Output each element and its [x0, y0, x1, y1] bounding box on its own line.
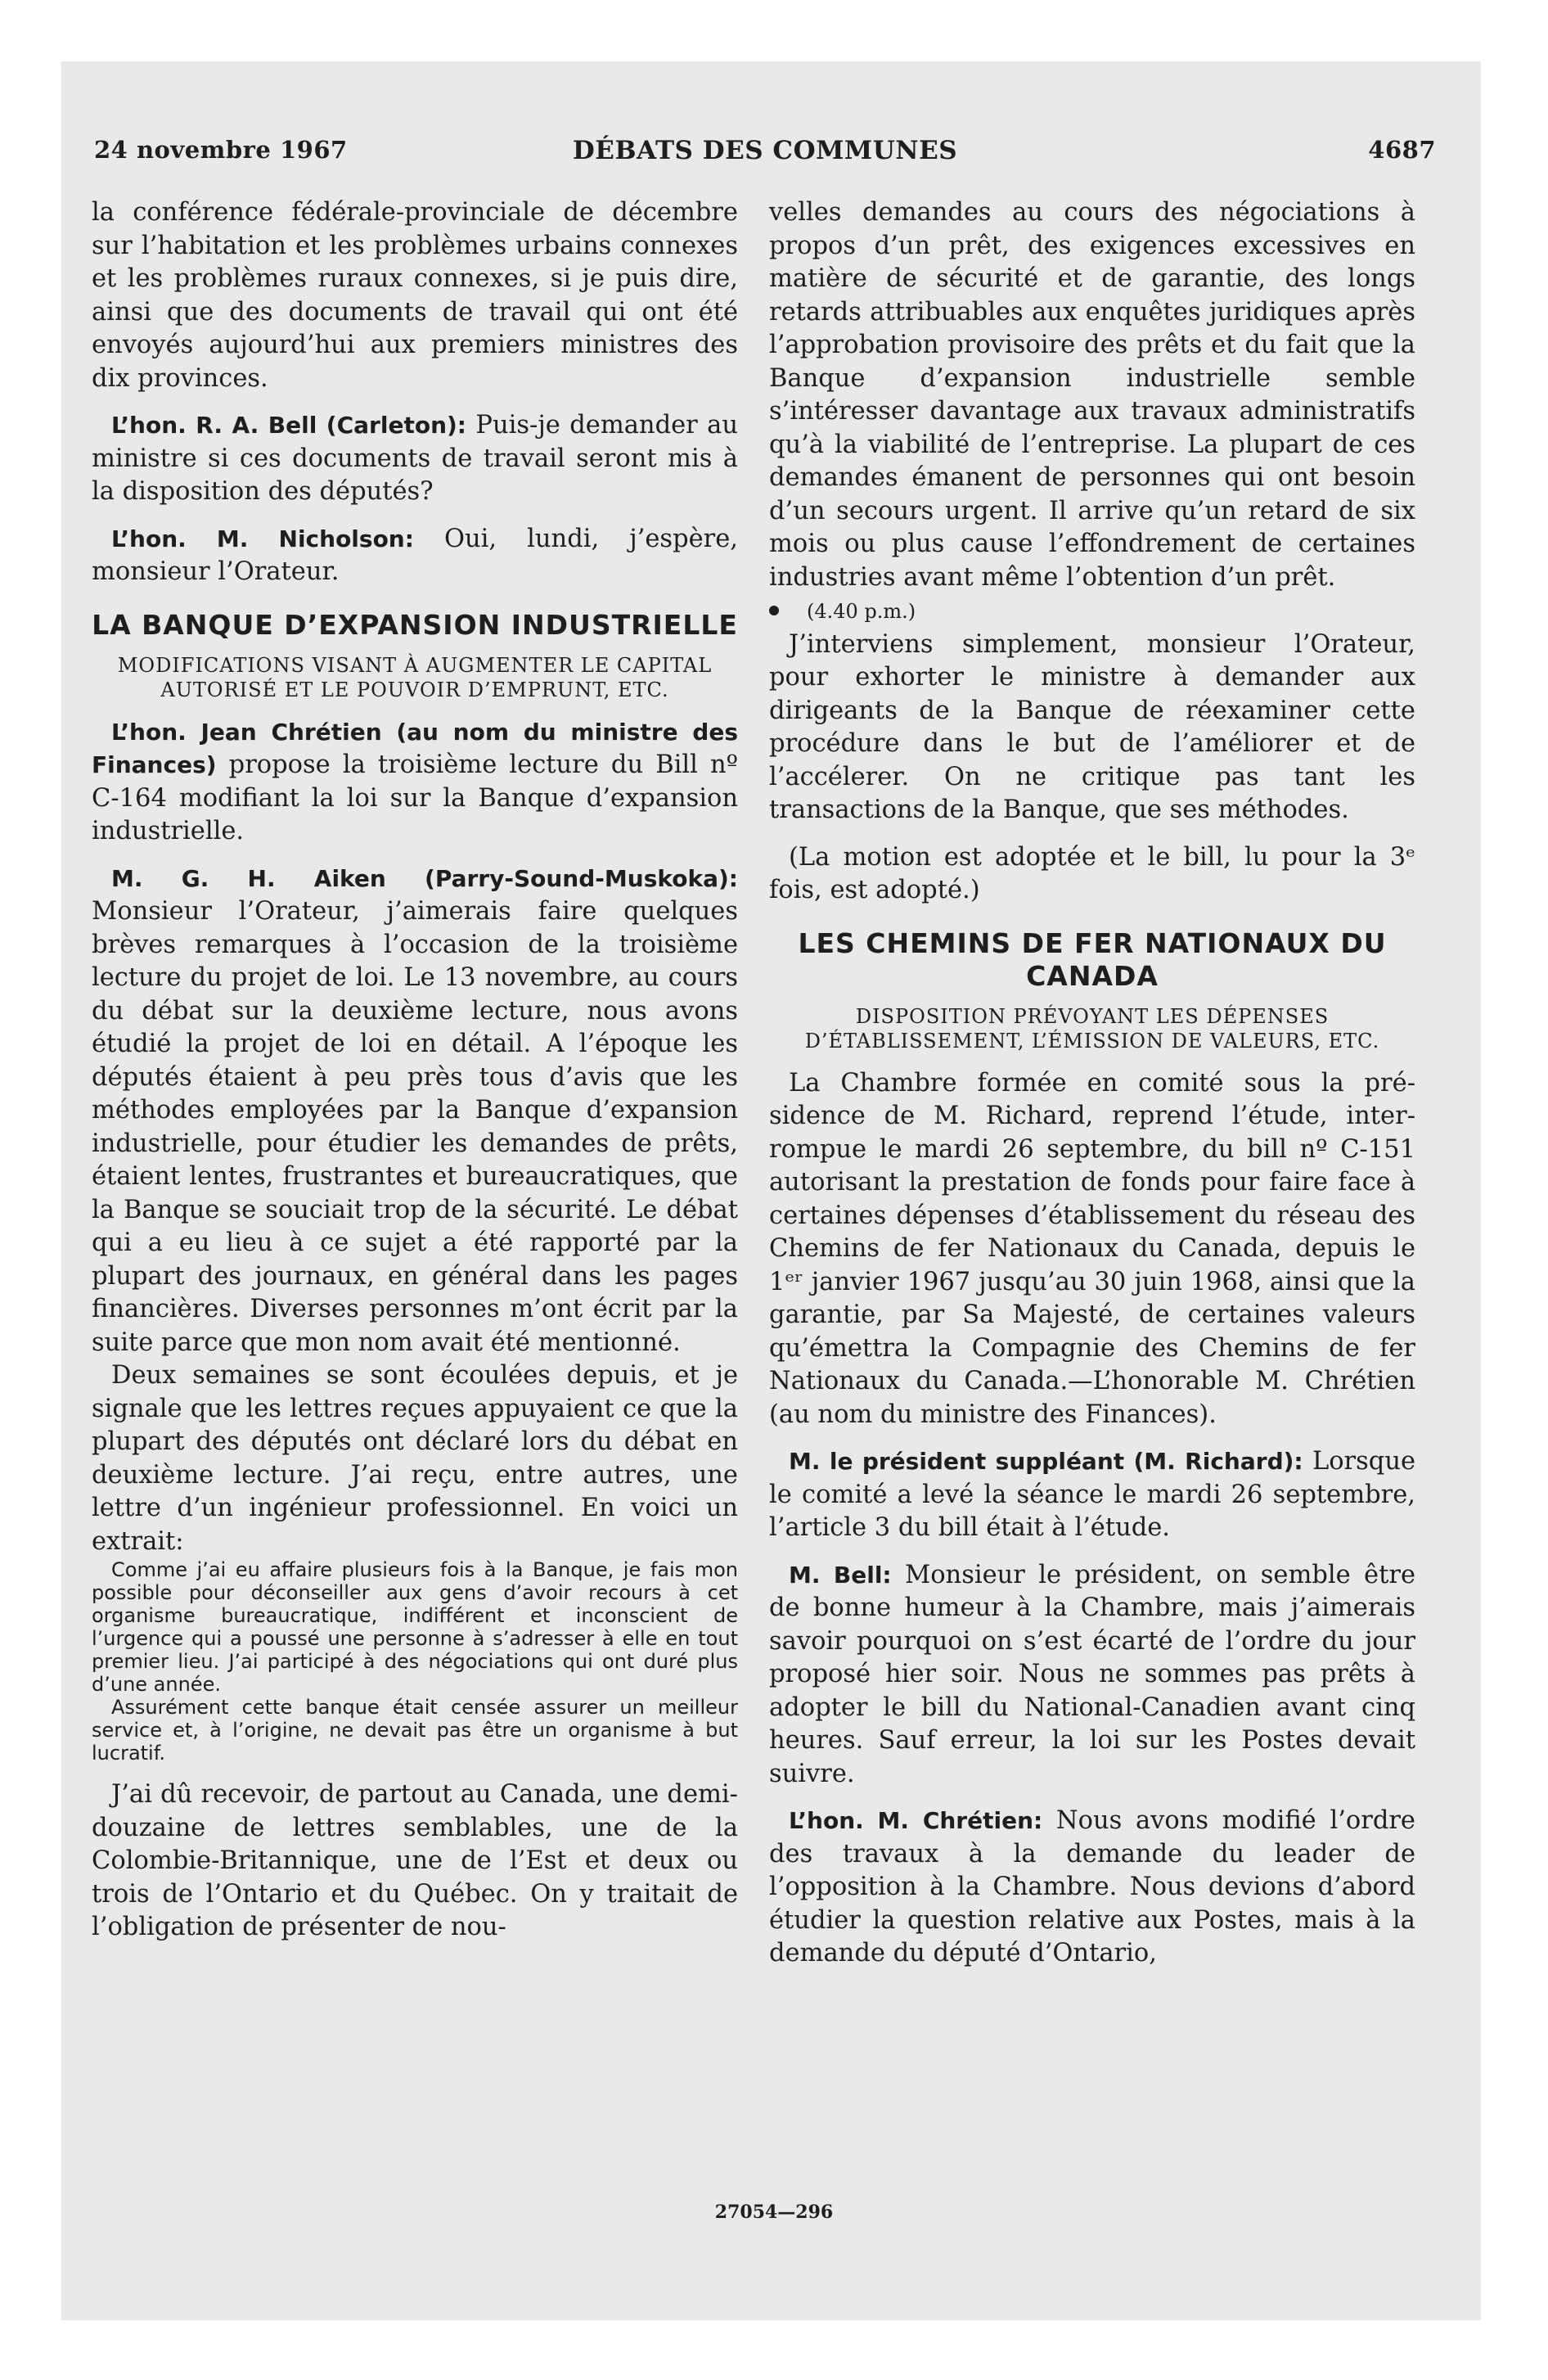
section-subtitle: MODIFICATIONS VISANT À AUGMENTER LE CAPITAL AUTORISÉ ET LE POUVOIR D’EMPRUNT, ETC. — [117, 653, 713, 701]
speech-text: Monsieur le président, on semble être de bonne humeur à la Chambre, mais j’aimerais savoir pourquoi on s’est écarté de l’ordre du jour proposé hier soir. Nous ne sommes pas prêts à adopter le bill du National-Canadien avant cinq heures. Sauf erreur, la loi sur les Postes devait suivre. — [769, 1560, 1415, 1788]
block-quote — [92, 1558, 738, 1765]
paragraph: J’interviens simplement, monsieur l’Orateur, pour exhorter le ministre à demander aux dirigeants de la Banque de réexaminer cette procédure dans le but de l’améliorer et de l’accélerer. On ne critique pas tant les transactions de la Banque, que ses méthodes. — [769, 629, 1415, 824]
page-header — [94, 136, 1436, 172]
time-marker — [769, 594, 1415, 629]
paragraph — [769, 1805, 1415, 1971]
paragraph — [92, 523, 738, 589]
paragraph — [92, 863, 738, 1360]
right-column — [769, 196, 1415, 1971]
paragraph: la conférence fédérale-provinciale de décembre sur l’habitation et les problèmes urbains connexes et les problèmes ruraux connexes, si je puis dire, ainsi que des documents de travail qui ont été envoyés aujourd’hui aux premiers ministres des dix provinces. — [92, 198, 738, 393]
speaker-name: M. le président suppléant (M. Richard): — [789, 1448, 1303, 1475]
header-date: 24 novembre 1967 — [94, 136, 348, 164]
left-column — [92, 196, 738, 1945]
speaker-name: L’hon. M. Chrétien: — [789, 1807, 1043, 1834]
paragraph — [769, 1559, 1415, 1792]
footer-code: 27054—296 — [714, 2202, 834, 2223]
bullet-icon — [769, 606, 779, 615]
paragraph: J’ai dû recevoir, de partout au Canada, une demi-douzaine de lettres semblables, une de la Colombie-Britannique, une de l’Est et deux ou trois de l’Ontario et du Québec. On y traitait de l’obligation de présenter de nou- — [92, 1780, 738, 1941]
speech-text: propose la troisième lecture du Bill nº C-164 modifiant la loi sur la Banque d’expansion industrielle. — [92, 751, 738, 845]
header-title: DÉBATS DES COMMUNES — [572, 136, 958, 165]
speaker-name: L’hon. R. A. Bell (Carleton): — [111, 412, 466, 439]
paragraph: Deux semaines se sont écoulées depuis, et je signale que les lettres reçues appuyaient ce que la plupart des députés ont déclaré lors du débat en deuxième lecture. J’ai reçu, entre autres, une lettre d’un ingénieur professionnel. En voici un extrait: — [92, 1361, 738, 1556]
paragraph — [769, 1445, 1415, 1545]
paragraph — [92, 716, 738, 849]
section-subtitle: DISPOSITION PRÉVOYANT LES DÉPENSES D’ÉTABLISSEMENT, L’ÉMISSION DE VALEURS, ETC. — [804, 1004, 1380, 1053]
paragraph: velles demandes au cours des négociations à propos d’un prêt, des exigences excessives en matière de sécurité et de garantie, des longs retards attribuables aux enquêtes juridiques après l’approbation provisoire des prêts et du fait que la Banque d’expansion industrielle semble s’intéresser davantage aux travaux administratifs qu’à la viabilité de l’entreprise. La plupart de ces demandes émanent de personnes qui ont besoin d’un secours urgent. Il arrive qu’un retard de six mois ou plus cause l’effondrement de certaines industries avant même l’obtention d’un prêt. — [769, 198, 1415, 592]
speaker-name: M. G. H. Aiken (Parry-Sound-Muskoka): — [111, 864, 738, 892]
speaker-name: L’hon. Jean Chrétien (au nom du ministre des Finances) — [92, 718, 738, 778]
paragraph: La Chambre formée en comité sous la présidence de M. Richard, reprend l’étude, interrompue le mardi 26 septembre, du bill nº C-151 autorisant la prestation de fonds pour faire face à certaines dépenses d’établissement du réseau des Chemins de fer Nationaux du Canada, depuis le 1ᵉʳ janvier 1967 jusqu’au 30 juin 1968, ainsi que la garantie, par Sa Majesté, de certaines valeurs qu’émettra la Compagnie des Chemins de fer Nationaux du Canada.—L’honorable M. Chrétien (au nom du ministre des Finances). — [769, 1068, 1415, 1429]
section-title: LES CHEMINS DE FER NATIONAUX DU CANADA — [798, 926, 1387, 992]
speech-text: Puis-je demander au ministre si ces documents de travail seront mis à la disposition des députés? — [92, 411, 738, 506]
speech-text: Lorsque le comité a levé la séance le mardi 26 septembre, l’article 3 du bill était à l’étude. — [769, 1447, 1416, 1542]
speech-text: Oui, lundi, j’espère, monsieur l’Orateur. — [92, 524, 738, 586]
paragraph: (La motion est adoptée et le bill, lu pour la 3ᵉ fois, est adopté.) — [769, 842, 1415, 904]
speaker-name: M. Bell: — [789, 1561, 892, 1589]
page-number: 4687 — [1368, 136, 1436, 164]
speaker-name: L’hon. M. Nicholson: — [111, 525, 414, 552]
section-title: LA BANQUE D’EXPANSION INDUSTRIELLE — [92, 608, 738, 641]
paragraph — [92, 409, 738, 509]
quote-paragraph: Assurément cette banque était censée assurer un meilleur service et, à l’origine, ne devait pas être un organisme à but lucratif. — [92, 1696, 738, 1765]
time-text: (4.40 p.m.) — [807, 600, 916, 623]
speech-text: Nous avons modifié l’ordre des travaux à la demande du leader de l’opposition à la Chambre. Nous devions d’abord étudier la question relative aux Postes, mais à la demande du député d’Ontario, — [769, 1806, 1415, 1968]
quote-paragraph: Comme j’ai eu affaire plusieurs fois à la Banque, je fais mon possible pour déconseiller aux gens d’avoir recours à cet organisme bureaucratique, indifférent et inconscient de l’urgence qui a poussé une personne à s’adresser à elle en tout premier lieu. J’ai participé à des négociations qui ont duré plus d’une année. — [92, 1558, 738, 1696]
speech-text: Monsieur l’Orateur, j’aimerais faire quelques brèves remarques à l’occasion de la troisième lecture du projet de loi. Le 13 novembre, au cours du débat sur la deuxième lecture, nous avons étudié la projet de loi en détail. A l’époque les députés étaient à peu près tous d’avis que les méthodes employées par la Banque d’expansion industrielle, pour étudier les demandes de prêts, étaient lentes, frustrantes et bureaucratiques, que la Banque se souciait trop de la sécurité. Le débat qui a eu lieu à ce sujet a été rapporté par la plupart des journaux, en général dans les pages financières. Diverses personnes m’ont écrit par la suite parce que mon nom avait été mentionné. — [92, 897, 738, 1357]
